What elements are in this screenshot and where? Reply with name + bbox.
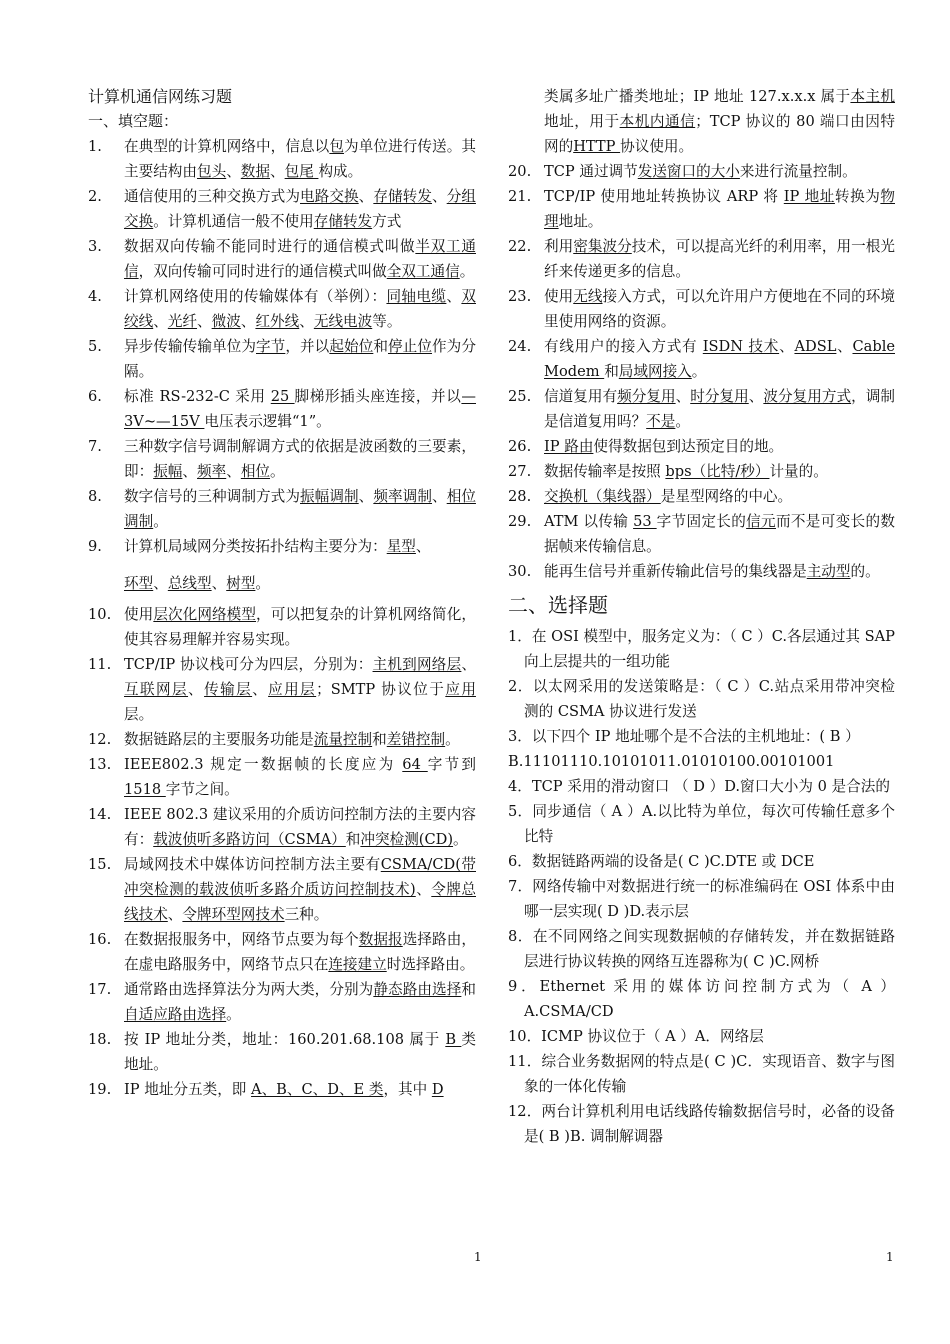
answer-blank: 总线型 — [167, 575, 212, 592]
fill-question — [88, 1077, 476, 1102]
choice-question: 12．两台计算机利用电话线路传输数据信号时，必备的设备是( B )B. 调制解调器 — [508, 1103, 895, 1145]
question-text: 计算机网络使用的传输媒体有（举例）：同轴电缆、双绞线、光纤、微波、红外线、无线电波等。 — [124, 288, 476, 330]
question-text: 通常路由选择算法分为两大类，分别为静态路由选择和自适应路由选择。 — [124, 981, 476, 1023]
question-text: 交换机（集线器）是星型网络的中心。 — [544, 488, 793, 505]
answer-blank: 时分复用 — [690, 388, 749, 405]
answer-blank: 光纤 — [167, 313, 198, 330]
answer-blank: IP 路由 — [544, 438, 594, 455]
section-choice-heading: 二、选择题 — [508, 593, 608, 617]
answer-blank: 冲突检测(CD) — [360, 831, 454, 848]
answer-blank: 分组交换 — [124, 188, 476, 230]
answer-blank: 波分复用方式 — [763, 388, 852, 405]
question-number: 12. — [88, 731, 112, 748]
question-number: 13. — [88, 756, 112, 773]
question-text: 数据传输率是按照 bps（比特/秒）计量的。 — [544, 463, 828, 480]
question-number: 17. — [88, 981, 112, 998]
fill-question — [88, 752, 476, 802]
question-text: 利用密集波分技术，可以提高光纤的利用率，用一根光纤来传递更多的信息。 — [544, 238, 895, 280]
answer-blank: 振幅调制 — [300, 488, 359, 505]
answer-blank: 包 — [329, 138, 345, 155]
choice-question: B.11101110.10101011.01010100.00101001 — [508, 753, 835, 770]
question-19-continued: 类属多址广播类地址；IP 地址 127.x.x.x 属于本主机地址，用于本机内通信；TCP 协议的 80 端口由因特网的HTTP 协议使用。 — [544, 88, 895, 155]
answer-blank: 起始位 — [329, 338, 374, 355]
fill-question — [508, 284, 895, 334]
question-text: IP 地址分五类，即 A、B、C、D、E 类，其中 D — [124, 1081, 444, 1098]
answer-blank: 交换机（集线器） — [544, 488, 661, 505]
question-number: 28. — [508, 488, 532, 505]
question-number: 16. — [88, 931, 112, 948]
question-text: 使用层次化网络模型，可以把复杂的计算机网络简化，使其容易理解并容易实现。 — [124, 606, 476, 648]
answer-blank: 主动型 — [806, 563, 851, 580]
choice-question: 4．TCP 采用的滑动窗口 （ D ）D.窗口大小为 0 是合法的 — [508, 778, 890, 795]
answer-blank: 停止位 — [388, 338, 433, 355]
answer-blank: 双绞线 — [124, 288, 476, 330]
question-text: 局域网技术中媒体访问控制方法主要有CSMA/CD(带冲突检测的载波侦听多路介质访问控制技术)、令牌总线技术、令牌环型网技术三种。 — [124, 856, 476, 923]
answer-blank: 数据 — [240, 163, 270, 180]
section-fill-heading: 一、填空题： — [88, 112, 179, 130]
fill-question — [508, 184, 895, 234]
question-number: 11. — [88, 656, 112, 673]
answer-blank: 局域网接入 — [618, 363, 692, 380]
answer-blank: 全双工通信 — [386, 263, 460, 280]
answer-blank: D — [431, 1081, 444, 1098]
question-text: TCP/IP 使用地址转换协议 ARP 将 IP 地址转换为物理地址。 — [544, 188, 895, 230]
fill-question — [88, 852, 476, 927]
question-text: 异步传输传输单位为字节，并以起始位和停止位作为分隔。 — [124, 338, 476, 380]
answer-blank: 频分复用 — [617, 388, 676, 405]
question-number: 2. — [88, 188, 102, 205]
answer-blank: 1518 — [124, 781, 166, 798]
fill-question — [88, 284, 476, 334]
question-number: 7. — [88, 438, 102, 455]
answer-blank: 本机内通信 — [619, 113, 696, 130]
question-number: 24. — [508, 338, 532, 355]
answer-blank: 相位调制 — [124, 488, 476, 530]
answer-blank: 53 — [633, 513, 657, 530]
fill-question — [88, 802, 476, 852]
fill-question — [88, 927, 476, 977]
answer-blank: 树型 — [226, 575, 256, 592]
answer-blank: 传输层 — [204, 681, 253, 698]
fill-question — [88, 334, 476, 384]
question-number: 26. — [508, 438, 532, 455]
question-text: IEEE802.3 规定一数据帧的长度应为 64 字节到 1518 字节之间。 — [124, 756, 476, 798]
fill-question — [508, 234, 895, 284]
question-text: 数据链路层的主要服务功能是流量控制和差错控制。 — [124, 731, 460, 748]
question-text: ATM 以传输 53 字节固定长的信元而不是可变长的数据帧来传输信息。 — [544, 513, 895, 555]
question-text: 按 IP 地址分类，地址：160.201.68.108 属于 B 类地址。 — [124, 1031, 476, 1073]
question-text: TCP/IP 协议栈可分为四层，分别为：主机到网络层、互联网层、传输层、应用层；SMTP 协议位于应用层。 — [124, 656, 476, 723]
page-number-right: 1 — [886, 1250, 894, 1264]
answer-blank: 相位 — [240, 463, 271, 480]
question-number: 6. — [88, 388, 102, 405]
question-text: 通信使用的三种交换方式为电路交换、存储转发、分组交换。计算机通信一般不使用存储转发方式 — [124, 188, 476, 230]
answer-blank: 本主 — [850, 88, 881, 105]
answer-blank: 微波 — [211, 313, 241, 330]
answer-blank: 无线 — [573, 288, 603, 305]
answer-blank: 包尾 — [284, 163, 319, 180]
answer-blank: 频率调制 — [373, 488, 433, 505]
answer-blank: 应用 — [445, 681, 476, 698]
answer-blank: 25 — [270, 388, 295, 405]
answer-blank: 同轴电缆 — [386, 288, 447, 305]
choice-question: 9．Ethernet 采用的媒体访问控制方式为（ A ）A.CSMA/CD — [508, 978, 895, 1020]
fill-question-list-left — [88, 134, 476, 1102]
answer-blank: 无线电波 — [313, 313, 373, 330]
answer-blank: 红外线 — [255, 313, 300, 330]
fill-question — [88, 1027, 476, 1077]
document-title: 计算机通信网练习题 — [88, 87, 233, 106]
question-number: 27. — [508, 463, 532, 480]
answer-blank: A、B、C、D、E 类 — [251, 1081, 384, 1098]
question-number: 21. — [508, 188, 532, 205]
choice-question: 10．ICMP 协议位于（ A ）A．网络层 — [508, 1028, 764, 1045]
answer-blank: 存储转发 — [313, 213, 373, 230]
question-number: 23. — [508, 288, 532, 305]
answer-blank: IP 地址 — [783, 188, 835, 205]
answer-blank: 应用层 — [268, 681, 317, 698]
question-number: 30. — [508, 563, 532, 580]
fill-question — [88, 534, 476, 596]
question-text: 在典型的计算机网络中，信息以包为单位进行传送。其主要结构由包头、数据、包尾 构成。 — [124, 138, 476, 180]
question-text: 信道复用有频分复用、时分复用、波分复用方式，调制是信道复用吗？不是。 — [544, 388, 895, 430]
question-number: 19. — [88, 1081, 112, 1098]
question-text: IEEE 802.3 建议采用的介质访问控制方法的主要内容有：载波侦听多路访问（CSMA）和冲突检测(CD)。 — [124, 806, 476, 848]
answer-blank: 数据报 — [358, 931, 403, 948]
question-text: 数字信号的三种调制方式为振幅调制、频率调制、相位调制。 — [124, 488, 476, 530]
answer-blank: 电路交换 — [300, 188, 359, 205]
question-text: 三种数字信号调制解调方式的依据是波函数的三要素，即：振幅、频率、相位。 — [124, 438, 476, 480]
question-number: 10. — [88, 606, 112, 623]
fill-question — [508, 484, 895, 509]
answer-blank: 主机到网络层 — [372, 656, 462, 673]
answer-blank: 静态路由选择 — [373, 981, 462, 998]
answer-blank: B — [445, 1031, 462, 1048]
choice-question: 1．在 OSI 模型中，服务定义为：（ C ）C.各层通过其 SAP 向上层提共的一组功能 — [508, 628, 895, 670]
right-column — [508, 84, 895, 1149]
question-number: 18. — [88, 1031, 112, 1048]
answer-blank: 频率 — [197, 463, 227, 480]
answer-blank: 令牌环型网技术 — [182, 906, 285, 923]
question-number: 4. — [88, 288, 102, 305]
choice-question: 11．综合业务数据网的特点是( C )C．实现语音、数字与图象的一体化传输 — [508, 1053, 895, 1095]
fill-question — [88, 234, 476, 284]
answer-blank: 64 — [402, 756, 428, 773]
answer-blank: bps（比特/秒） — [665, 463, 770, 480]
answer-blank: 星型 — [386, 538, 416, 555]
question-number: 3. — [88, 238, 102, 255]
answer-blank: 密集波分 — [573, 238, 632, 255]
answer-blank: ADSL — [794, 338, 837, 355]
fill-question — [508, 334, 895, 384]
answer-blank: 不是 — [646, 413, 676, 430]
fill-question — [88, 134, 476, 184]
answer-blank: 流量控制 — [313, 731, 373, 748]
question-number: 22. — [508, 238, 532, 255]
answer-blank: 自适应路由选择 — [124, 1006, 227, 1023]
choice-question: 3．以下四个 IP 地址哪个是不合法的主机地址：( B ） — [508, 728, 860, 745]
answer-blank: 连接建立 — [328, 956, 387, 973]
answer-blank: 信元 — [746, 513, 776, 530]
fill-question — [88, 384, 476, 434]
question-text: 在数据报服务中，网络节点要为每个数据报选择路由，在虚电路服务中，网络节点只在连接建立时选择路由。 — [124, 931, 476, 973]
question-number: 9. — [88, 538, 102, 555]
answer-blank: 存储转发 — [373, 188, 433, 205]
question-text: TCP 通过调节发送窗口的大小来进行流量控制。 — [544, 163, 857, 180]
choice-question: 6．数据链路两端的设备是( C )C.DTE 或 DCE — [508, 853, 815, 870]
answer-blank: 差错控制 — [386, 731, 446, 748]
question-number: 5. — [88, 338, 102, 355]
fill-question — [508, 559, 895, 584]
fill-question — [508, 384, 895, 434]
fill-question — [88, 727, 476, 752]
choice-question: 7．网络传输中对数据进行统一的标准编码在 OSI 体系中由哪一层实现( D )D.表示层 — [508, 878, 895, 920]
question-number: 20. — [508, 163, 532, 180]
question-number: 8. — [88, 488, 102, 505]
question-text: 标准 RS-232-C 采用 25 脚梯形插头座连接，并以—3V~—15V 电压表示逻辑“1”。 — [124, 388, 476, 430]
question-text: 数据双向传输不能同时进行的通信模式叫做半双工通信，双向传输可同时进行的通信模式叫做全双工通信。 — [124, 238, 476, 280]
question-number: 25. — [508, 388, 532, 405]
fill-question — [508, 434, 895, 459]
answer-blank: 振幅 — [153, 463, 183, 480]
answer-blank: Cable Modem — [544, 338, 895, 380]
question-number: 15. — [88, 856, 112, 873]
answer-blank: 层次化网络模型 — [153, 606, 257, 623]
answer-blank: 发送窗口的大小 — [637, 163, 740, 180]
answer-blank: 机 — [880, 88, 895, 105]
question-text: IP 路由使得数据包到达预定目的地。 — [544, 438, 784, 455]
answer-blank: 物理 — [544, 188, 895, 230]
answer-blank: 半双工通信 — [124, 238, 476, 280]
fill-question — [508, 459, 895, 484]
fill-question — [88, 184, 476, 234]
fill-question — [508, 159, 895, 184]
left-column — [88, 84, 476, 1102]
answer-blank: —3V~—15V — [124, 388, 476, 430]
choice-question-list — [508, 624, 895, 1149]
answer-blank: 字节 — [256, 338, 286, 355]
answer-blank: ISDN 技术 — [702, 338, 780, 355]
fill-question — [508, 509, 895, 559]
choice-question: 8．在不同网络之间实现数据帧的存储转发，并在数据链路层进行协议转换的网络互连器称为( C )C.网桥 — [508, 928, 895, 970]
question-text: 使用无线接入方式，可以允许用户方便地在不同的环境里使用网络的资源。 — [544, 288, 895, 330]
answer-blank: HTTP — [573, 138, 621, 155]
question-text: 能再生信号并重新传输此信号的集线器是主动型的。 — [544, 563, 880, 580]
answer-blank: 载波侦听多路访问（CSMA） — [153, 831, 346, 848]
choice-question: 5．同步通信（ A ）A.以比特为单位，每次可传输任意多个比特 — [508, 803, 895, 845]
answer-blank: 互联网层 — [124, 681, 189, 698]
fill-question — [88, 977, 476, 1027]
answer-blank: 环型 — [124, 575, 154, 592]
answer-blank: 包头 — [196, 163, 227, 180]
fill-question — [88, 484, 476, 534]
fill-question-list-right — [508, 159, 895, 584]
question-number: 1. — [88, 138, 102, 155]
question-text: 有线用户的接入方式有 ISDN 技术、ADSL、Cable Modem 和局域网接入。 — [544, 338, 895, 380]
fill-question — [88, 434, 476, 484]
question-number: 14. — [88, 806, 112, 823]
fill-question — [88, 602, 476, 652]
answer-blank: CSMA/CD(带冲突检测的载波侦听多路介质访问控制技术) — [124, 856, 476, 898]
page-number-left: 1 — [474, 1250, 482, 1264]
question-text: 计算机局域网分类按拓扑结构主要分为：星型、 环型、总线型、树型。 — [124, 538, 431, 592]
choice-question: 2．以太网采用的发送策略是：（ C ）C.站点采用带冲突检测的 CSMA 协议进行发送 — [508, 678, 895, 720]
answer-blank: 令牌总线技术 — [124, 881, 476, 923]
fill-question — [88, 652, 476, 727]
question-number: 29. — [508, 513, 532, 530]
